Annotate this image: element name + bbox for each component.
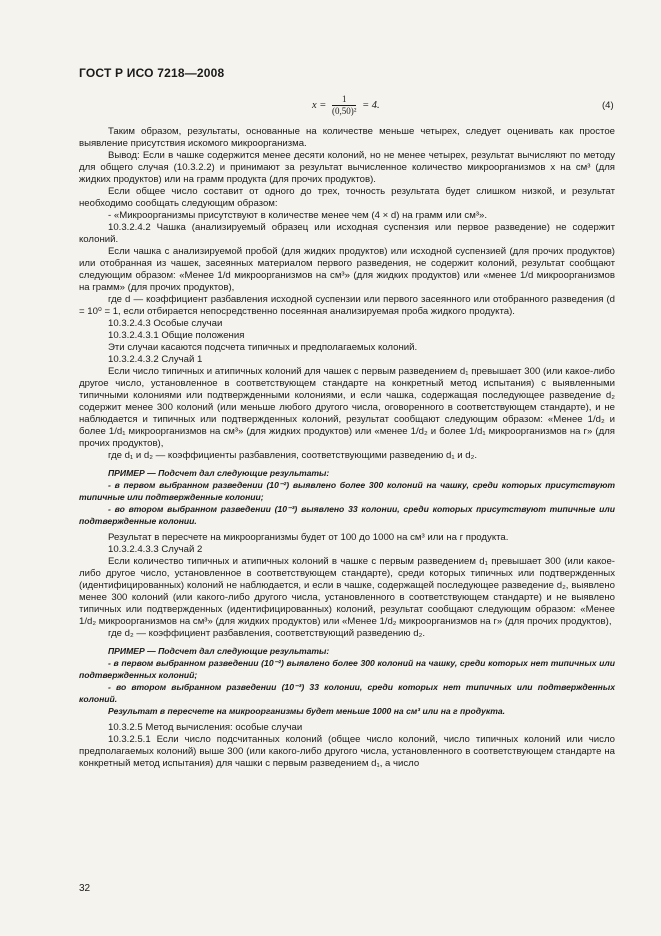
paragraph: 10.3.2.4.3.1 Общие положения [108,330,245,341]
example-paragraph: - в первом выбранном разведении (10⁻²) выявлено более 300 колоний на чашку, среди которых нет типичных или подтвержденных колоний; [79,658,615,680]
example-paragraph: Результат в пересчете на микроорганизмы будет меньше 1000 на см³ или на г продукта. [108,706,506,716]
paragraph: Эти случаи касаются подсчета типичных и предполагаемых колоний. [108,342,418,353]
paragraph: - «Микроорганизмы присутствуют в количестве менее чем (4 × d) на грамм или см³». [108,210,487,221]
paragraph: 10.3.2.4.3.3 Случай 2 [108,544,203,555]
paragraph: Вывод: Если в чашке содержится менее десяти колоний, но не менее четырех, результат вычисляют по методу для общего случая (10.3.2.2) и принимают за результат вычисленное количество микроорганизмов x на см³ (для жидких продуктов) или на грамм продукта (для прочих продуктов). [79,150,615,185]
paragraph: где d — коэффициент разбавления исходной суспензии или первого засеянного или отобранного разведения (d = 10⁰ = 1, если отбирается непосредственно посеянная анализируемая проба жидкого продукта). [79,294,615,317]
formula-denominator: (0,50)² [332,106,357,116]
document-body [79,126,615,770]
paragraph: 10.3.2.5 Метод вычисления: особые случаи [108,722,303,733]
example-paragraph: ПРИМЕР — Подсчет дал следующие результаты: [108,468,330,478]
paragraph: Если число типичных и атипичных колоний для чашек с первым разведением d₁ превышает 300 (или какое-либо другое число, установленное в соответствующем стандарте на конкретный метод испытания) с выявленными типичными колониями или подтвержденными колониями, и если чашка, содержащая последующее разведение d₂ содержит менее 300 колоний (или меньше любого другого числа, оговоренного в соответствующем стандарте), и не наблюдается и типичных или подтвержденных колоний, результат сообщают следующим образом: «Менее 1/d₂ и более 1/d₁ микроорганизмов на см³» (для жидких продуктов) или «менее 1/d₂ и более 1/d₁ микроорганизмов на г» (для прочих продуктов), [79,366,615,449]
paragraph: 10.3.2.5.1 Если число подсчитанных колоний (общее число колоний, число типичных колоний или число предполагаемых колоний) выше 300 (или какого-либо другого числа, установленного в соответствующем стандарте на конкретный метод испытания) для чашки с первым разведением d₁, а число [79,734,615,769]
paragraph: Результат в пересчете на микроорганизмы будет от 100 до 1000 на см³ или на г продукта. [108,532,509,543]
example-paragraph: - в первом выбранном разведении (10⁻²) выявлено более 300 колоний на чашку, среди которых присутствуют типичные или подтвержденные колонии; [79,480,615,502]
paragraph: 10.3.2.4.3 Особые случаи [108,318,223,329]
formula-fraction [332,94,356,117]
paragraph: 10.3.2.4.2 Чашка (анализируемый образец или исходная суспензия или первое разведение) не содержит колоний. [79,222,615,245]
example-paragraph: - во втором выбранном разведении (10⁻³) 33 колонии, среди которых нет типичных или подтвержденных колоний. [79,682,615,704]
example-paragraph: - во втором выбранном разведении (10⁻³) выявлено 33 колонии, среди которых присутствуют типичные или подтвержденные колонии. [79,504,615,526]
paragraph: Если общее число составит от одного до трех, точность результата будет слишком низкой, и результат необходимо сообщать следующим образом: [79,186,615,209]
document-header: ГОСТ Р ИСО 7218—2008 [79,66,225,80]
paragraph: Таким образом, результаты, основанные на количестве меньше четырех, следует оценивать как простое выявление присутствия искомого микроорганизма. [79,126,615,149]
formula-4 [312,94,614,117]
formula-lhs: x = [312,99,327,111]
page-number: 32 [79,883,91,894]
formula-rhs: = 4. [362,99,380,111]
example-paragraph: ПРИМЕР — Подсчет дал следующие результаты: [108,646,330,656]
paragraph: Если чашка с анализируемой пробой (для жидких продуктов) или исходной суспензией (для прочих продуктов) или отобранная из чашек, засеянных материалом первого разведения, не содержит колоний, результат сообщают следующим образом: «Менее 1/d микроорганизмов на см³» (для жидких продуктов) или «менее 1/d микроорганизмов на грамм» (для прочих продуктов), [79,246,615,293]
paragraph: 10.3.2.4.3.2 Случай 1 [108,354,203,365]
formula-number: (4) [602,100,614,111]
paragraph: где d₂ — коэффициент разбавления, соответствующий разведению d₂. [108,628,425,639]
paragraph: где d₁ и d₂ — коэффициенты разбавления, соответствующими разведению d₁ и d₂. [108,450,478,461]
formula-numerator: 1 [332,94,356,106]
paragraph: Если количество типичных и атипичных колоний в чашке с первым разведением d₁ превышает 300 (или какое-либо другое число, установленное в соответствующем стандарте), среди которых типичных или подтвержденных (идентифицированных) колоний не наблюдается, и если в чашке, содержащей последующее разведение d₂, выявлено менее 300 колоний (или какого-либо другого числа, установленного в соответствующем стандарте) и не выявлено типичных или подтвержденных (идентифицированных) колоний, результат сообщают следующим образом: «Менее 1/d₂ микроорганизмов на см³» (для жидких продуктов) или «Менее 1/d₂ микроорганизмов на г» (для прочих продуктов), [79,556,615,627]
